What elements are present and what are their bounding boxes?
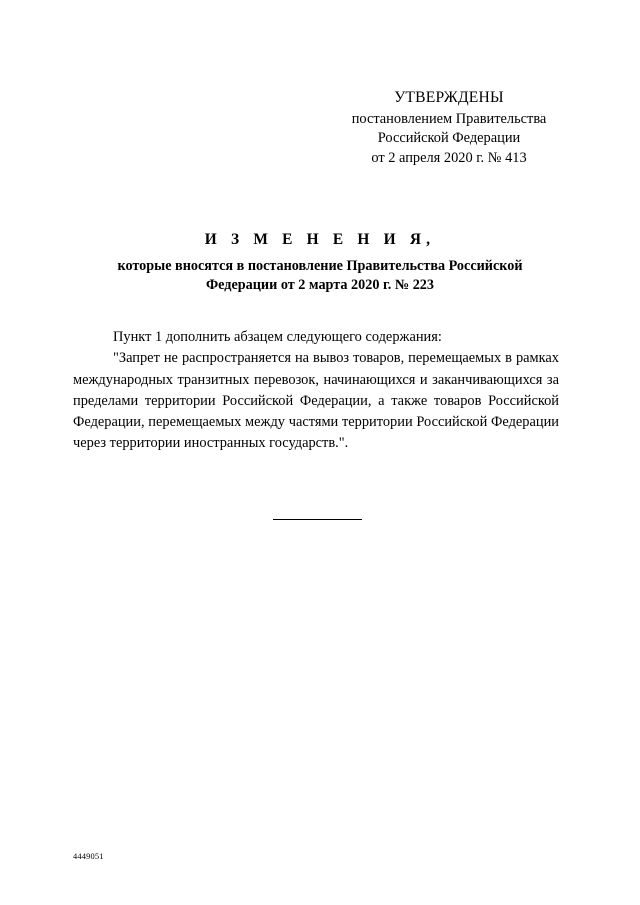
body-paragraph-intro: Пункт 1 дополнить абзацем следующего содержания: bbox=[113, 329, 442, 345]
document-title: И З М Е Н Е Н И Я, bbox=[204, 231, 436, 248]
end-separator-line bbox=[273, 519, 362, 520]
approval-block bbox=[325, 88, 573, 168]
approval-line-date-number: от 2 апреля 2020 г. № 413 bbox=[371, 149, 527, 166]
document-heading bbox=[70, 231, 570, 296]
approval-line-federation: Российской Федерации bbox=[377, 130, 521, 147]
approval-line-resolution: постановлением Правительства bbox=[351, 110, 547, 127]
document-subtitle-line-1: которые вносятся в постановление Правительства Российской bbox=[117, 258, 523, 274]
document-code: 4449051 bbox=[73, 852, 104, 861]
document-body bbox=[73, 327, 559, 455]
body-paragraph-quote: "Запрет не распространяется на вывоз товаров, перемещаемых в рамках международных транзитных перевозок, начинающихся и заканчивающихся за пределами территории Российской Федерации, а также товаров Российской Федерации, перемещаемых между частями территории Российской Федерации через территории иностранных государств.". bbox=[73, 350, 559, 452]
approval-title: УТВЕРЖДЕНЫ bbox=[394, 89, 504, 106]
document-subtitle-line-2: Федерации от 2 марта 2020 г. № 223 bbox=[206, 277, 434, 294]
